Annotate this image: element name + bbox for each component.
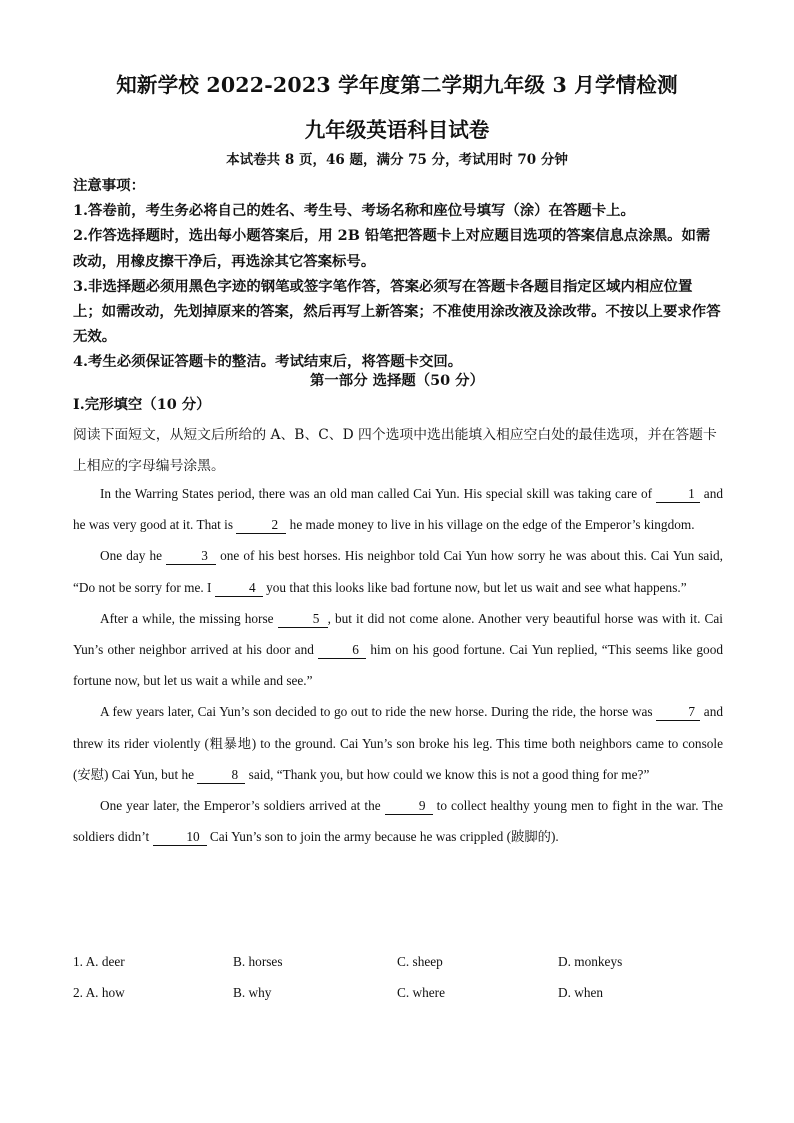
passage-paragraph [73,603,723,697]
passage-text: One year later, the Emperor’s soldiers arrived at the [100,798,385,814]
passage-text: you that this looks like bad fortune now, but let us wait and see what happens.” [262,579,687,595]
passage-text: , but it did not come alone. Another very beautiful horse was with it. Cai Yun’s other neighbor arrived at his door and [73,610,723,658]
passage-text: he made money to live in his village on the edge of the Emperor’s kingdom. [286,517,695,533]
passage-text: After a while, the missing horse [100,610,278,626]
blank-8: 8 [197,767,245,784]
blank-5: 5 [278,611,328,628]
blank-10: 10 [153,829,207,846]
question-row [73,977,723,1008]
blank-6: 6 [318,642,366,659]
notes-heading: 注意事项： [73,177,145,194]
option-c: C. where [397,985,445,1001]
passage-text: one of his best horses. His neighbor told Cai Yun how sorry he was about this. Cai Yun said, “Do not be sorry for me. I [73,548,724,595]
passage-paragraph [73,696,723,790]
section-instructions: 阅读下面短文，从短文后所给的 A、B、C、D 四个选项中选出能填入相应空白处的最佳选项，并在答题卡上相应的字母编号涂黑。 [73,427,717,475]
note-item: 4.考生必须保证答题卡的整洁。考试结束后，将答题卡交回。 [73,353,463,371]
passage-text: and he was very good at it. That is [73,486,723,533]
option-a: 1. A. deer [73,954,125,969]
passage-text: said, “Thank you, but how could we know this is not a good thing for me?” [245,766,650,782]
passage-text: him on his good fortune. Cai Yun replied, “This seems like good fortune now, but let us wait a while and see.” [73,642,723,689]
note-item: 2.作答选择题时，选出每小题答案后，用 2B 铅笔把答题卡上对应题目选项的答案信息点涂黑。如需改动，用橡皮擦干净后，再选涂其它答案标号。 [73,227,711,270]
option-c: C. sheep [397,954,443,969]
passage-paragraph [73,790,723,852]
option-d: D. monkeys [558,954,623,969]
option-b: B. horses [233,954,283,969]
blank-1: 1 [656,486,700,503]
blank-7: 7 [656,704,700,721]
blank-3: 3 [166,548,216,565]
cloze-passage [73,478,723,852]
blank-2: 2 [236,517,286,534]
options-list [73,946,723,1008]
note-item: 1.答卷前，考生务必将自己的姓名、考生号、考场名称和座位号填写（涂）在答题卡上。 [73,202,635,220]
passage-text: A few years later, Cai Yun’s son decided to go out to ride the new horse. During the ride, the horse was [100,704,657,720]
subject-title: 九年级英语科目试卷 [304,118,490,142]
passage-text: to collect healthy young men to fight in the war. The soldiers didn’t [73,798,723,845]
note-item: 3.非选择题必须用黑色字迹的钢笔或签字笔作答，答案必须写在答题卡各题目指定区域内相应位置上；如需改动，先划掉原来的答案，然后再写上新答案；不准使用涂改液及涂改带。不按以上要求作答无效。 [73,277,721,346]
option-d: D. when [558,985,604,1001]
passage-text: and threw its rider violently (粗暴地) to the ground. Cai Yun’s son broke his leg. This time both neighbors came to console (安慰) Cai Yun, but he [73,704,723,782]
option-a: 2. A. how [73,985,125,1001]
passage-paragraph [73,540,723,602]
passage-text: One day he [100,548,167,564]
blank-4: 4 [215,580,263,597]
notes-block [73,173,721,375]
option-b: B. why [233,985,272,1001]
question-row [73,946,723,977]
passage-text: In the Warring States period, there was an old man called Cai Yun. His special skill was taking care of [100,486,656,501]
part-title: 第一部分 选择题（50 分） [310,372,484,389]
passage-paragraph [73,478,723,540]
exam-info: 本试卷共 8 页，46 题，满分 75 分，考试用时 70 分钟 [226,152,568,168]
passage-text: Cai Yun’s son to join the army because he was crippled (跛脚的). [206,829,559,845]
section-title: I.完形填空（10 分） [73,396,211,413]
exam-title: 知新学校 2022-2023 学年度第二学期九年级 3 月学情检测 [116,73,678,97]
blank-9: 9 [385,798,433,815]
